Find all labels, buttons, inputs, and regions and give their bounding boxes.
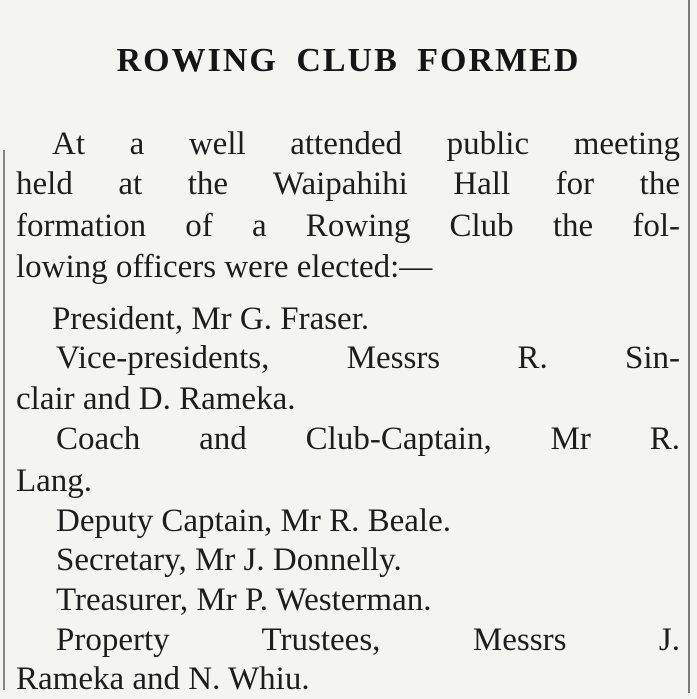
column-rule-left	[3, 150, 5, 690]
intro-line-2: held at the Waipahihi Hall for the	[16, 166, 680, 202]
intro-line-1: At a well attended public meeting	[52, 126, 680, 162]
officer-coach-2: Lang.	[16, 463, 93, 499]
officer-coach-1: Coach and Club-Captain, Mr R.	[56, 421, 680, 457]
officer-trustees-2: Rameka and N. Whiu.	[16, 661, 310, 697]
officer-vice-presidents-2: clair and D. Rameka.	[16, 381, 296, 417]
intro-line-3: formation of a Rowing Club the fol-	[16, 208, 680, 244]
officer-vice-presidents-1: Vice-presidents, Messrs R. Sin-	[56, 340, 680, 376]
officer-president: President, Mr G. Fraser.	[52, 301, 370, 337]
officer-deputy-captain: Deputy Captain, Mr R. Beale.	[56, 503, 452, 539]
article-headline: ROWING CLUB FORMED	[116, 42, 581, 79]
intro-line-4: lowing officers were elected:—	[16, 249, 433, 285]
column-rule-right	[688, 0, 690, 693]
officer-treasurer: Treasurer, Mr P. Westerman.	[56, 582, 432, 618]
officer-secretary: Secretary, Mr J. Donnelly.	[56, 542, 402, 578]
officer-trustees-1: Property Trustees, Messrs J.	[56, 622, 680, 658]
